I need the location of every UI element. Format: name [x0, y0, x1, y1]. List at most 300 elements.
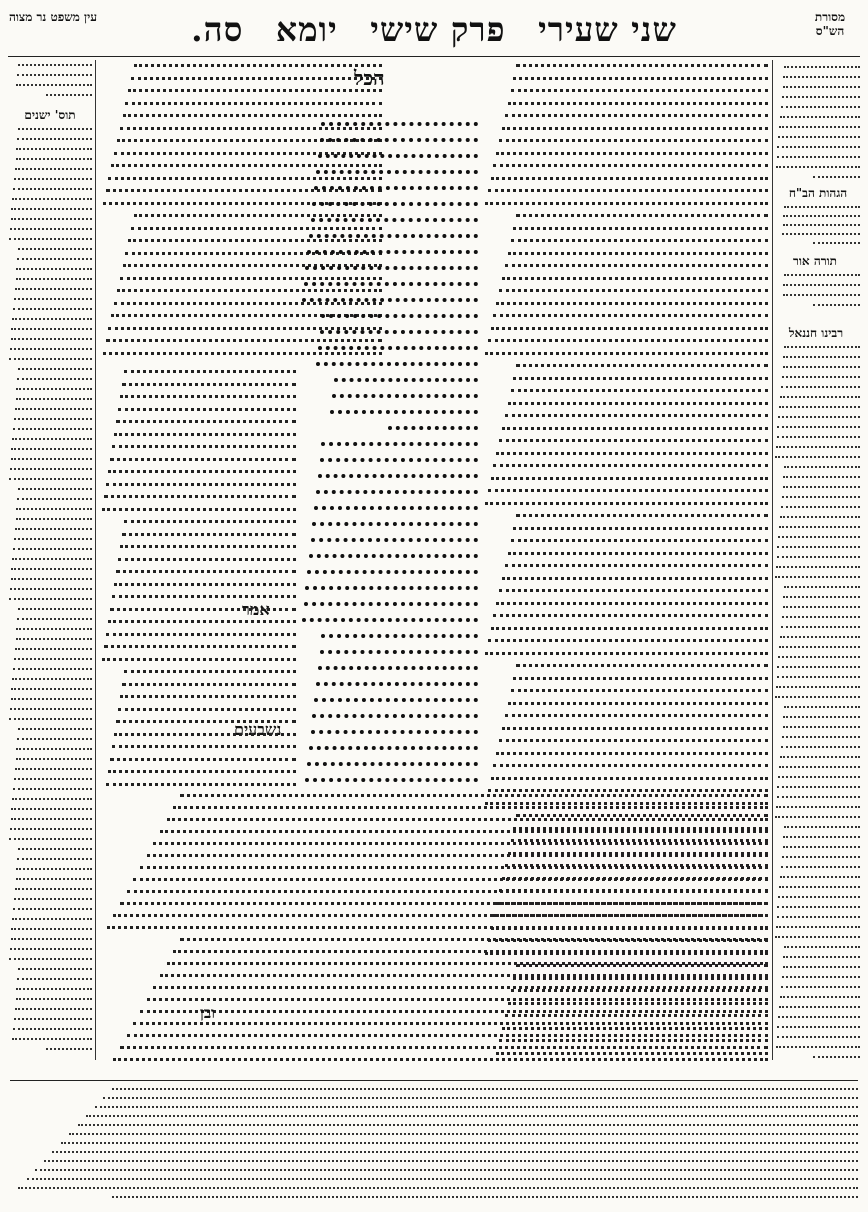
text-line: [491, 777, 768, 780]
text-line: [783, 836, 860, 838]
commentary-bottom: [100, 792, 768, 1066]
masoret-hashas: [774, 62, 860, 182]
gahot-title: הגהות הב"ח: [788, 186, 848, 200]
title-folio: סה.: [191, 10, 244, 49]
footnote-rule: [10, 1080, 858, 1081]
text-line: [17, 978, 92, 980]
ein-mishpat: [8, 62, 92, 102]
gemara-lower: [300, 440, 478, 786]
text-line: [124, 370, 296, 373]
text-line: [780, 876, 860, 878]
text-line: [781, 386, 860, 388]
text-line: [125, 102, 382, 105]
text-line: [777, 906, 860, 908]
text-line: [14, 178, 92, 180]
text-line: [782, 376, 860, 378]
ein-mishpat-header-label: עין משפט נר מצוה: [8, 10, 98, 24]
text-line: [776, 1046, 860, 1048]
text-line: [9, 718, 92, 720]
footnotes: [10, 1086, 858, 1204]
text-line: [813, 1056, 860, 1058]
text-line: [508, 702, 768, 705]
text-line: [124, 670, 296, 673]
text-line: [305, 266, 478, 270]
text-line: [491, 627, 768, 630]
text-line: [782, 233, 860, 235]
text-line: [316, 682, 478, 686]
text-line: [78, 1124, 858, 1126]
text-line: [123, 114, 382, 117]
text-line: [18, 608, 92, 610]
text-line: [779, 766, 860, 768]
text-line: [511, 239, 768, 242]
text-line: [508, 102, 768, 105]
text-line: [485, 652, 768, 655]
text-line: [128, 89, 382, 92]
text-line: [309, 746, 478, 750]
text-line: [783, 215, 860, 217]
text-line: [783, 956, 860, 958]
text-line: [120, 902, 768, 905]
text-line: [16, 638, 92, 640]
text-line: [112, 595, 296, 598]
text-line: [780, 756, 860, 758]
text-line: [505, 414, 768, 417]
text-line: [11, 938, 92, 940]
gemara-opening: [314, 376, 478, 436]
text-line: [18, 368, 92, 370]
text-line: [502, 577, 768, 580]
text-line: [14, 658, 92, 660]
rabbeinu-chananel-title: רבינו חננאל: [788, 326, 844, 340]
text-line: [14, 298, 92, 300]
text-line: [485, 352, 768, 355]
text-line: [311, 218, 478, 222]
text-line: [9, 478, 92, 480]
text-line: [13, 308, 92, 310]
text-line: [112, 1088, 858, 1090]
text-line: [491, 177, 768, 180]
text-line: [776, 446, 860, 448]
text-line: [167, 962, 768, 965]
text-line: [15, 768, 92, 770]
text-line: [318, 666, 478, 670]
text-line: [777, 786, 860, 788]
text-line: [302, 298, 478, 302]
text-line: [784, 206, 860, 208]
text-line: [106, 483, 296, 486]
text-line: [17, 738, 92, 740]
text-line: [17, 138, 92, 140]
text-line: [17, 378, 92, 380]
text-line: [27, 1178, 858, 1180]
text-line: [14, 538, 92, 540]
text-line: [86, 1115, 858, 1117]
title-chapter: פרק שישי: [370, 10, 506, 49]
text-line: [17, 618, 92, 620]
text-line: [779, 406, 860, 408]
text-line: [777, 156, 860, 158]
text-line: [9, 598, 92, 600]
text-line: [320, 330, 478, 334]
torah-or-title: תורה אור: [792, 254, 838, 268]
text-line: [781, 106, 860, 108]
title-main: שני שעירי: [538, 10, 677, 49]
text-line: [513, 677, 768, 680]
text-line: [18, 488, 92, 490]
text-line: [783, 284, 860, 286]
text-line: [35, 1169, 858, 1171]
text-line: [122, 383, 296, 386]
text-line: [318, 154, 478, 158]
text-line: [516, 514, 768, 517]
text-line: [784, 706, 860, 708]
text-line: [16, 998, 92, 1000]
text-line: [513, 227, 768, 230]
text-line: [114, 583, 296, 586]
text-line: [17, 258, 92, 260]
text-line: [496, 752, 768, 755]
text-line: [777, 666, 860, 668]
text-line: [18, 728, 92, 730]
text-line: [133, 878, 768, 881]
text-line: [15, 288, 92, 290]
text-line: [778, 776, 860, 778]
text-line: [17, 74, 92, 76]
header-rule: [8, 56, 860, 57]
text-line: [321, 442, 478, 446]
gemara-upper: [300, 120, 478, 376]
text-line: [777, 146, 860, 148]
text-line: [777, 796, 860, 798]
text-line: [505, 714, 768, 717]
text-line: [316, 362, 478, 366]
text-line: [120, 545, 296, 548]
text-line: [493, 614, 768, 617]
text-line: [10, 948, 92, 950]
text-line: [334, 378, 478, 382]
text-line: [69, 1133, 858, 1135]
text-line: [11, 448, 92, 450]
text-line: [140, 1010, 768, 1013]
text-line: [779, 1006, 860, 1008]
text-line: [11, 698, 92, 700]
text-line: [11, 568, 92, 570]
text-line: [782, 736, 860, 738]
text-line: [44, 1160, 858, 1162]
text-line: [783, 76, 860, 78]
text-line: [781, 866, 860, 868]
text-line: [508, 402, 768, 405]
text-line: [516, 214, 768, 217]
text-line: [783, 366, 860, 368]
text-line: [311, 730, 478, 734]
text-line: [120, 695, 296, 698]
text-line: [16, 868, 92, 870]
text-line: [12, 558, 92, 560]
text-line: [116, 570, 296, 573]
text-line: [784, 346, 860, 348]
text-line: [491, 327, 768, 330]
text-line: [153, 842, 768, 845]
text-line: [502, 127, 768, 130]
text-line: [11, 458, 92, 460]
title-tractate: יומא: [275, 10, 338, 49]
text-line: [314, 698, 478, 702]
text-line: [15, 168, 92, 170]
text-line: [304, 602, 478, 606]
text-line: [505, 564, 768, 567]
text-line: [777, 1026, 860, 1028]
text-line: [102, 658, 296, 661]
text-line: [776, 926, 860, 928]
text-line: [781, 506, 860, 508]
text-line: [775, 456, 860, 458]
text-line: [11, 208, 92, 210]
text-line: [784, 826, 860, 828]
text-line: [108, 620, 296, 623]
text-line: [114, 733, 296, 736]
text-line: [777, 546, 860, 548]
text-line: [9, 238, 92, 240]
text-line: [493, 464, 768, 467]
text-line: [777, 916, 860, 918]
text-line: [511, 689, 768, 692]
text-line: [776, 166, 860, 168]
text-line: [16, 628, 92, 630]
text-line: [493, 314, 768, 317]
text-line: [11, 808, 92, 810]
lead-word-amar: אמר: [242, 600, 270, 619]
text-line: [779, 526, 860, 528]
text-line: [332, 394, 478, 398]
tosafot-yeshanim-title: תוס' ישנים: [24, 108, 76, 122]
text-line: [777, 676, 860, 678]
text-line: [309, 554, 478, 558]
text-line: [9, 958, 92, 960]
text-line: [167, 818, 768, 821]
text-line: [778, 896, 860, 898]
tosafot-yeshanim: [8, 126, 92, 1060]
text-line: [10, 228, 92, 230]
text-line: [127, 890, 768, 893]
text-line: [499, 739, 768, 742]
text-line: [11, 338, 92, 340]
text-line: [491, 477, 768, 480]
text-line: [180, 794, 768, 797]
text-line: [14, 778, 92, 780]
text-line: [11, 688, 92, 690]
text-line: [784, 466, 860, 468]
text-line: [10, 708, 92, 710]
text-line: [782, 96, 860, 98]
text-line: [775, 696, 860, 698]
text-line: [776, 686, 860, 688]
text-line: [118, 708, 296, 711]
text-line: [318, 346, 478, 350]
text-line: [508, 552, 768, 555]
text-line: [16, 878, 92, 880]
text-line: [12, 678, 92, 680]
text-line: [516, 364, 768, 367]
text-line: [15, 648, 92, 650]
text-line: [311, 538, 478, 542]
text-line: [116, 420, 296, 423]
text-line: [122, 533, 296, 536]
text-line: [16, 758, 92, 760]
text-line: [511, 539, 768, 542]
text-line: [783, 86, 860, 88]
text-line: [95, 1106, 858, 1108]
text-line: [505, 114, 768, 117]
text-line: [13, 1028, 92, 1030]
text-line: [493, 764, 768, 767]
text-line: [112, 445, 296, 448]
page-header: [8, 4, 860, 54]
text-line: [120, 395, 296, 398]
text-line: [118, 408, 296, 411]
text-line: [15, 408, 92, 410]
text-line: [783, 846, 860, 848]
mishnah-label: הכל: [354, 66, 385, 90]
text-line: [320, 650, 478, 654]
text-line: [780, 996, 860, 998]
text-line: [118, 558, 296, 561]
text-line: [11, 578, 92, 580]
text-line: [316, 490, 478, 494]
text-line: [499, 289, 768, 292]
text-line: [502, 277, 768, 280]
text-line: [13, 548, 92, 550]
text-line: [777, 436, 860, 438]
text-line: [813, 304, 860, 306]
text-line: [131, 77, 382, 80]
text-line: [16, 508, 92, 510]
text-line: [13, 908, 92, 910]
text-line: [16, 518, 92, 520]
text-line: [18, 248, 92, 250]
page-title: [8, 10, 860, 50]
text-line: [108, 770, 296, 773]
text-line: [13, 668, 92, 670]
text-line: [511, 89, 768, 92]
text-line: [784, 586, 860, 588]
text-line: [16, 268, 92, 270]
text-line: [312, 522, 478, 526]
text-line: [10, 588, 92, 590]
text-line: [104, 495, 296, 498]
text-line: [147, 854, 768, 857]
text-line: [784, 946, 860, 948]
text-line: [61, 1142, 858, 1144]
text-line: [783, 294, 860, 296]
text-line: [173, 950, 768, 953]
text-line: [783, 726, 860, 728]
text-line: [775, 816, 860, 818]
text-line: [106, 633, 296, 636]
text-line: [102, 508, 296, 511]
text-line: [302, 618, 478, 622]
text-line: [488, 489, 768, 492]
text-line: [496, 452, 768, 455]
text-line: [12, 438, 92, 440]
text-line: [12, 918, 92, 920]
text-line: [777, 1036, 860, 1038]
text-line: [496, 602, 768, 605]
text-line: [776, 566, 860, 568]
text-line: [388, 426, 478, 430]
text-line: [18, 968, 92, 970]
text-line: [52, 1151, 858, 1153]
text-line: [516, 664, 768, 667]
text-line: [10, 828, 92, 830]
gahot-habach: [774, 204, 860, 248]
text-line: [316, 170, 478, 174]
text-line: [16, 278, 92, 280]
text-line: [813, 176, 860, 178]
text-line: [11, 218, 92, 220]
text-line: [307, 762, 478, 766]
text-line: [113, 914, 768, 917]
text-line: [779, 886, 860, 888]
torah-or: [774, 272, 860, 312]
text-line: [11, 928, 92, 930]
text-line: [318, 474, 478, 478]
text-line: [307, 250, 478, 254]
text-line: [493, 164, 768, 167]
text-line: [18, 848, 92, 850]
text-line: [782, 496, 860, 498]
text-line: [122, 683, 296, 686]
text-line: [106, 783, 296, 786]
column-divider-right: [772, 60, 773, 1060]
text-line: [160, 830, 768, 833]
text-line: [180, 938, 768, 941]
rabbeinu-chananel: [774, 344, 860, 1060]
text-line: [147, 998, 768, 1001]
text-line: [783, 224, 860, 226]
text-line: [780, 516, 860, 518]
text-line: [15, 1008, 92, 1010]
text-line: [11, 818, 92, 820]
text-line: [775, 576, 860, 578]
text-line: [110, 758, 296, 761]
text-line: [783, 476, 860, 478]
text-line: [104, 645, 296, 648]
text-line: [140, 866, 768, 869]
text-line: [780, 116, 860, 118]
text-line: [502, 727, 768, 730]
text-line: [18, 128, 92, 130]
text-line: [46, 94, 92, 96]
text-line: [499, 139, 768, 142]
text-line: [16, 398, 92, 400]
text-line: [10, 348, 92, 350]
text-line: [513, 77, 768, 80]
text-line: [112, 1196, 858, 1198]
text-line: [777, 556, 860, 558]
text-line: [309, 234, 478, 238]
text-line: [511, 389, 768, 392]
text-line: [16, 84, 92, 86]
text-line: [780, 636, 860, 638]
text-line: [778, 536, 860, 538]
text-line: [783, 596, 860, 598]
text-line: [485, 502, 768, 505]
text-line: [488, 189, 768, 192]
text-line: [782, 856, 860, 858]
text-line: [17, 858, 92, 860]
